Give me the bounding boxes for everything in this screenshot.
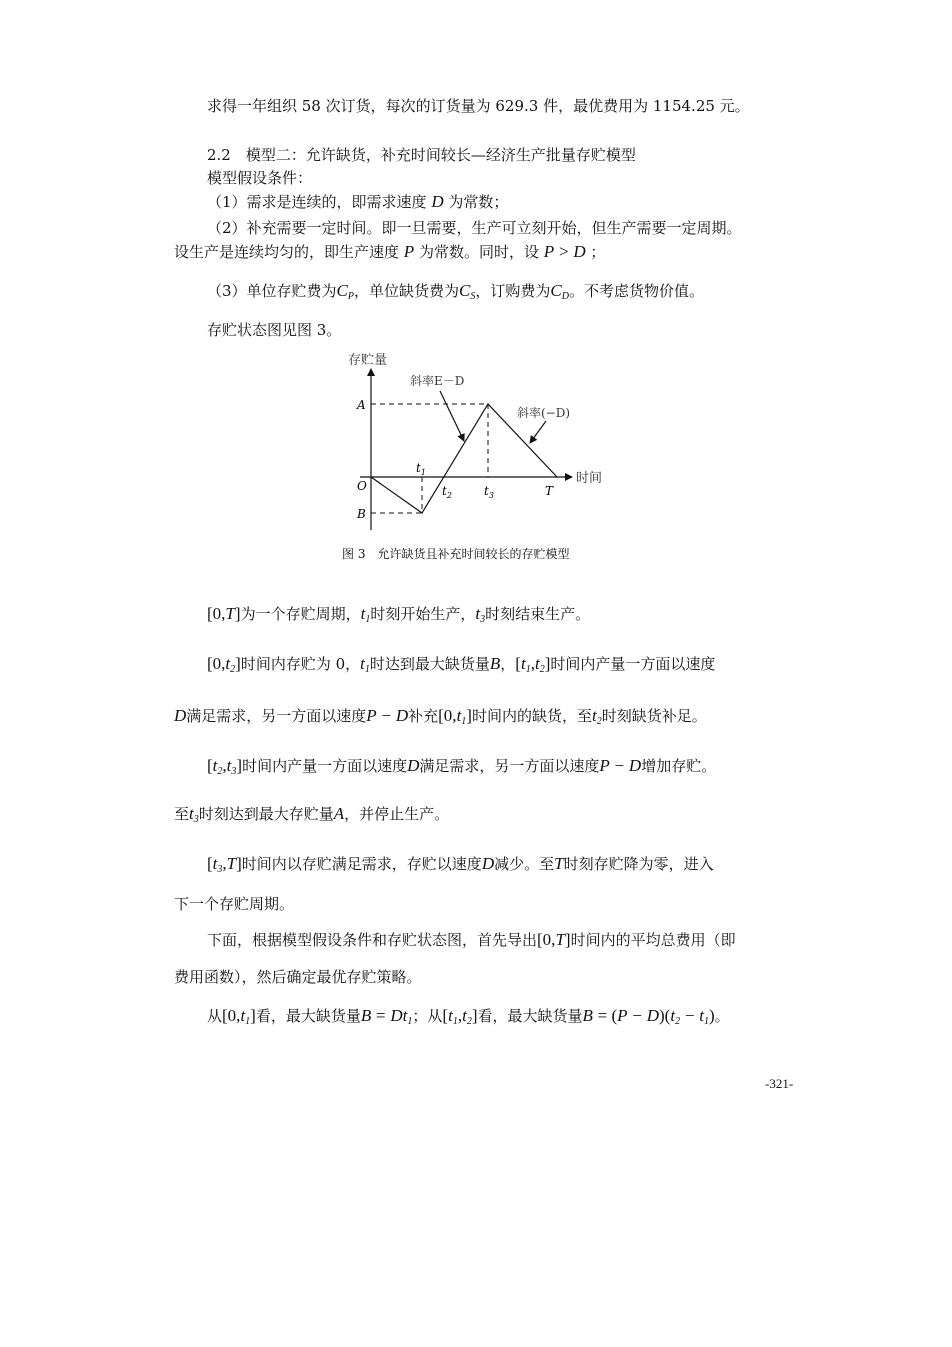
label-t1: t <box>416 461 421 475</box>
svg-text:t2: $t_2$ <box>442 484 452 500</box>
assumption-1: （1）需求是连续的，即需求速度 D 为常数； <box>207 192 509 211</box>
inventory-state-figure <box>340 345 610 535</box>
x-axis-label: 时间 <box>576 471 603 486</box>
slope-down-pointer <box>530 421 546 443</box>
assumption-2-line2: 设生产是连续均匀的，即生产速度 P 为常数。同时，设 P > D ； <box>174 242 606 261</box>
svg-text:t1: $t_1$ <box>416 461 426 477</box>
section-heading: 2.2 模型二：允许缺货，补充时间较长—经济生产批量存贮模型 <box>207 146 636 164</box>
paragraph-deplete-line1: $[t_3,T]$时间内以存贮满足需求，存贮以速度D减少。至T时刻存贮降为零，进入 <box>207 854 714 875</box>
result-sentence: 求得一年组织 58 次订货，每次的订货量为 629.3 件，最优费用为 1154.25 元。 <box>207 97 750 115</box>
label-A: A <box>357 398 366 412</box>
paragraph-cost-line2: 费用函数），然后确定最优存贮策略。 <box>174 968 422 986</box>
paragraph-build-line1: $[t_2,t_3]$时间内产量一方面以速度D满足需求，另一方面以速度P − D增加存贮。 <box>207 756 717 777</box>
figure-caption: 图 3 允许缺货且补充时间较长的存贮模型 <box>342 547 570 561</box>
assumption-3: （3）单位存贮费为$C_P$，单位缺货费为$C_S$，订购费为$C_D$。不考虑货物价值。 <box>207 281 704 302</box>
slope-up-pointer <box>440 391 464 441</box>
paragraph-shortage-line1: $[0,t_2]$时间内存贮为 0，$t_1$时达到最大缺货量B，$[t_1,t_2]$时间内产量一方面以速度 <box>207 654 716 675</box>
assumptions-title: 模型假设条件： <box>207 169 313 187</box>
paragraph-shortage-line2: D满足需求，另一方面以速度P − D补充$[0,t_1]$时间内的缺货，至$t_2$时刻缺货补足。 <box>174 706 707 727</box>
label-t3: t <box>484 484 489 498</box>
label-B: B <box>357 507 366 521</box>
label-T: T <box>545 484 554 498</box>
paragraph-build-line2: 至$t_3$时刻达到最大存贮量A，并停止生产。 <box>174 804 450 825</box>
page-number: -321- <box>765 1076 794 1091</box>
slope-up-label: 斜率E－D <box>410 374 465 388</box>
paragraph-cycle: [0,T]为一个存贮周期，$t_1$时刻开始生产，$t_3$时刻结束生产。 <box>207 604 591 625</box>
y-axis-label: 存贮量 <box>348 353 388 368</box>
paragraph-deplete-line2: 下一个存贮周期。 <box>174 895 295 913</box>
paragraph-cost-line1: 下面，根据模型假设条件和存贮状态图，首先导出[0,T]时间内的平均总费用（即 <box>207 930 736 949</box>
slope-down-label: 斜率(−D) <box>517 406 571 420</box>
label-t2: t <box>442 484 447 498</box>
figure-reference: 存贮状态图见图 3。 <box>207 321 342 339</box>
label-O: O <box>357 479 367 493</box>
paragraph-max-shortage: 从$[0,t_1]$看，最大缺货量$B = Dt_1$；从$[t_1,t_2]$看，最大缺货量$B = (P - D)(t_2 - t_1)$。 <box>207 1006 730 1027</box>
assumption-2-line1: （2）补充需要一定时间。即一旦需要，生产可立刻开始，但生产需要一定周期。 <box>207 219 742 237</box>
svg-text:t3: $t_3$ <box>484 484 494 500</box>
inventory-curve <box>371 404 557 513</box>
